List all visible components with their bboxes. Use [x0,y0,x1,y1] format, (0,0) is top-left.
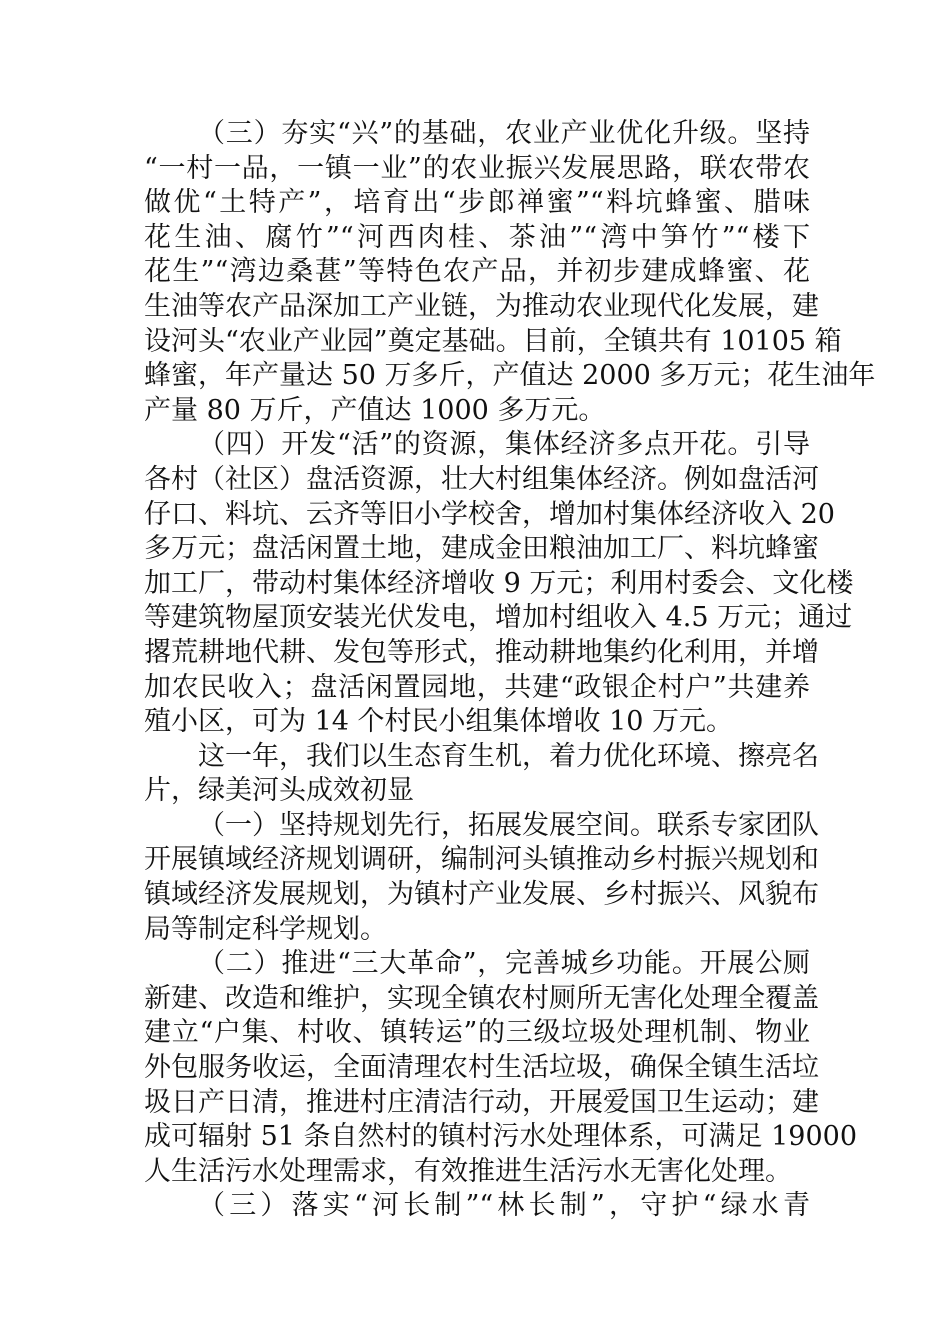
text-line: 加工厂，带动村集体经济增收 9 万元；利用村委会、文化楼 [144,567,854,599]
document-body [144,117,876,1224]
text-line: 花生”“湾边桑葚”等特色农产品，并初步建成蜂蜜、花 [144,256,810,288]
text-line: 镇域经济发展规划，为镇村产业发展、乡村振兴、风貌布 [144,879,819,911]
paragraph-p3 [144,740,819,809]
text-line: （二）推进“三大革命”，完善城乡功能。开展公厕 [198,948,810,980]
text-line: 外包服务收运，全面清理农村生活垃圾，确保全镇生活垃 [144,1052,819,1084]
text-line: “一村一品，一镇一业”的农业振兴发展思路，联农带农 [144,152,810,184]
text-line: （四）开发“活”的资源，集体经济多点开花。引导 [198,429,810,461]
paragraph-p6 [144,1189,810,1224]
paragraph-p2 [144,428,854,739]
text-line: 蜂蜜，年产量达 50 万多斤，产值达 2000 多万元；花生油年 [144,360,876,392]
text-line: 等建筑物屋顶安装光伏发电，增加村组收入 4.5 万元；通过 [144,602,853,634]
text-line: （一）坚持规划先行，拓展发展空间。联系专家团队 [198,809,819,841]
text-line: 做优“土特产”，培育出“步郎禅蜜”“料坑蜂蜜、腊味 [144,187,810,219]
text-line: 新建、改造和维护，实现全镇农村厕所无害化处理全覆盖 [144,982,819,1014]
text-line: 片，绿美河头成效初显 [144,775,414,807]
text-line: 建立“户集、村收、镇转运”的三级垃圾处理机制、物业 [144,1017,810,1049]
paragraph-p4 [144,809,819,947]
text-line: 各村（社区）盘活资源，壮大村组集体经济。例如盘活河 [144,463,819,495]
text-line: 花生油、腐竹”“河西肉桂、茶油”“湾中笋竹”“楼下 [144,221,810,253]
text-line: 多万元；盘活闲置土地，建成金田粮油加工厂、料坑蜂蜜 [144,533,819,565]
text-line: 成可辐射 51 条自然村的镇村污水处理体系，可满足 19000 [144,1121,857,1153]
text-line: 加农民收入；盘活闲置园地，共建“政银企村户”共建养 [144,671,810,703]
text-line: 人生活污水处理需求，有效推进生活污水无害化处理。 [144,1155,792,1187]
text-line: 殖小区，可为 14 个村民小组集体增收 10 万元。 [144,706,734,738]
text-line: 圾日产日清，推进村庄清洁行动，开展爱国卫生运动；建 [144,1086,819,1118]
text-line: （三）落实“河长制”“林长制”，守护“绿水青 [198,1190,810,1222]
text-line: 局等制定科学规划。 [144,913,387,945]
text-line: 撂荒耕地代耕、发包等形式，推动耕地集约化利用，并增 [144,636,819,668]
text-line: 生油等农产品深加工产业链，为推动农业现代化发展，建 [144,290,819,322]
text-line: （三）夯实“兴”的基础，农业产业优化升级。坚持 [198,118,810,149]
paragraph-p1 [144,117,876,428]
text-line: 这一年，我们以生态育生机，着力优化环境、擦亮名 [198,740,819,772]
text-line: 仔口、料坑、云齐等旧小学校舍，增加村集体经济收入 20 [144,498,835,530]
text-line: 产量 80 万斤，产值达 1000 多万元。 [144,394,606,426]
text-line: 设河头“农业产业园”奠定基础。目前，全镇共有 10105 箱 [144,325,842,357]
paragraph-p5 [144,947,857,1189]
text-line: 开展镇域经济规划调研，编制河头镇推动乡村振兴规划和 [144,844,819,876]
